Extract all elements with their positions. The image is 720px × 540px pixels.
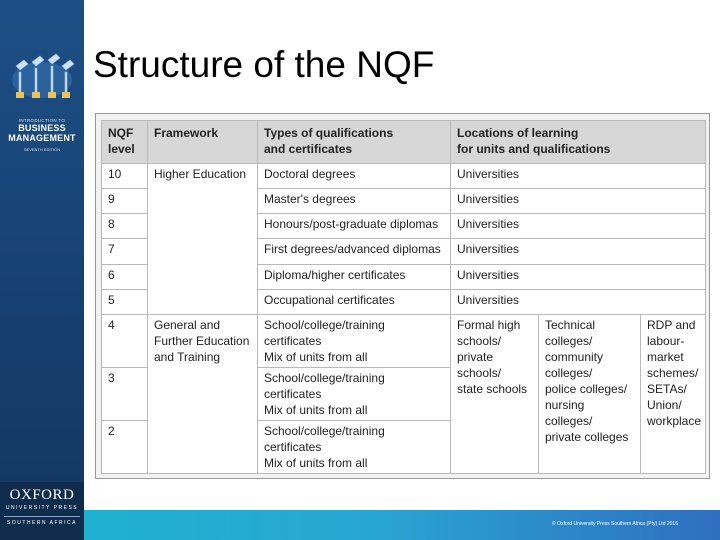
type-cell: Occupational certificates bbox=[258, 289, 451, 314]
location-text: community bbox=[545, 350, 604, 364]
location-cell: Universities bbox=[451, 164, 706, 189]
header-text: for units and qualifications bbox=[457, 142, 611, 156]
location-text: colleges/ bbox=[545, 366, 593, 380]
framework-general-further bbox=[148, 315, 258, 474]
nqf-table-frame bbox=[95, 113, 710, 479]
type-cell: Doctoral degrees bbox=[258, 164, 451, 189]
framework-text: Further Education bbox=[154, 334, 250, 348]
location-text: schools/ bbox=[457, 366, 502, 380]
level-cell: 5 bbox=[102, 289, 148, 314]
location-schools bbox=[451, 315, 539, 474]
location-cell: Universities bbox=[451, 189, 706, 214]
location-text: colleges/ bbox=[545, 334, 593, 348]
header-nqf-level bbox=[102, 121, 148, 164]
location-text: workplace bbox=[647, 414, 702, 428]
location-text: RDP and bbox=[647, 318, 696, 332]
header-text: Locations of learning bbox=[457, 126, 579, 140]
location-colleges bbox=[539, 315, 641, 474]
location-text: private colleges bbox=[545, 430, 629, 444]
table-row bbox=[102, 164, 706, 189]
location-text: labour- bbox=[647, 334, 685, 348]
header-types bbox=[258, 121, 451, 164]
location-text: schemes/ bbox=[647, 366, 699, 380]
location-cell: Universities bbox=[451, 264, 706, 289]
location-cell: Universities bbox=[451, 214, 706, 239]
location-text: Formal high bbox=[457, 318, 521, 332]
oxford-logo bbox=[0, 482, 84, 540]
framework-text: General and bbox=[154, 318, 221, 332]
type-text: Mix of units from all bbox=[264, 403, 368, 417]
type-text: Mix of units from all bbox=[264, 350, 368, 364]
type-text: School/college/training certificates bbox=[264, 318, 385, 348]
book-title bbox=[0, 118, 84, 152]
header-text: level bbox=[108, 142, 135, 156]
type-cell: Diploma/higher certificates bbox=[258, 264, 451, 289]
location-text: market bbox=[647, 350, 684, 364]
type-cell: Honours/post-graduate diplomas bbox=[258, 214, 451, 239]
level-cell: 3 bbox=[102, 368, 148, 421]
level-cell: 8 bbox=[102, 214, 148, 239]
type-cell: First degrees/advanced diplomas bbox=[258, 239, 451, 264]
type-cell bbox=[258, 315, 451, 368]
header-text: Types of qualifications bbox=[264, 126, 394, 140]
level-cell: 9 bbox=[102, 189, 148, 214]
copyright-text: © Oxford University Press Southern Africa (Pty) Ltd 2016 bbox=[552, 521, 678, 527]
type-cell bbox=[258, 421, 451, 474]
publisher-press: UNIVERSITY PRESS bbox=[5, 505, 79, 511]
header-framework: Framework bbox=[148, 121, 258, 164]
level-cell: 7 bbox=[102, 239, 148, 264]
table-row bbox=[102, 315, 706, 368]
publisher-name: OXFORD bbox=[9, 487, 75, 503]
level-cell: 10 bbox=[102, 164, 148, 189]
location-cell: Universities bbox=[451, 289, 706, 314]
publisher-region: SOUTHERN AFRICA bbox=[4, 516, 80, 526]
type-text: School/college/training certificates bbox=[264, 371, 385, 401]
header-text: and certificates bbox=[264, 142, 353, 156]
nqf-table bbox=[101, 120, 706, 474]
header-locations bbox=[451, 121, 706, 164]
type-cell bbox=[258, 368, 451, 421]
book-title-prefix: INTRODUCTION TO bbox=[18, 118, 66, 123]
footer-band bbox=[84, 510, 720, 540]
header-text: NQF bbox=[108, 126, 134, 140]
sidebar bbox=[0, 0, 84, 540]
book-title-line1: BUSINESS bbox=[18, 123, 66, 133]
location-cell: Universities bbox=[451, 239, 706, 264]
framework-higher-education: Higher Education bbox=[148, 164, 258, 315]
location-text: Union/ bbox=[647, 398, 682, 412]
location-text: private bbox=[457, 350, 494, 364]
slide-title: Structure of the NQF bbox=[93, 44, 435, 85]
type-text: Mix of units from all bbox=[264, 456, 368, 470]
desk-lamps-icon bbox=[6, 36, 78, 106]
level-cell: 2 bbox=[102, 421, 148, 474]
location-text: state schools bbox=[457, 382, 528, 396]
table-header-row bbox=[102, 121, 706, 164]
type-cell: Master's degrees bbox=[258, 189, 451, 214]
location-text: SETAs/ bbox=[647, 382, 687, 396]
location-text: colleges/ bbox=[545, 414, 593, 428]
level-cell: 4 bbox=[102, 315, 148, 368]
type-text: School/college/training certificates bbox=[264, 424, 385, 454]
location-text: Technical bbox=[545, 318, 596, 332]
book-edition: SEVENTH EDITION bbox=[23, 147, 61, 152]
framework-text: and Training bbox=[154, 350, 221, 364]
location-text: nursing bbox=[545, 398, 585, 412]
location-text: police colleges/ bbox=[545, 382, 628, 396]
location-workplace bbox=[641, 315, 706, 474]
level-cell: 6 bbox=[102, 264, 148, 289]
location-text: schools/ bbox=[457, 334, 502, 348]
book-title-line2: MANAGEMENT bbox=[8, 133, 76, 143]
